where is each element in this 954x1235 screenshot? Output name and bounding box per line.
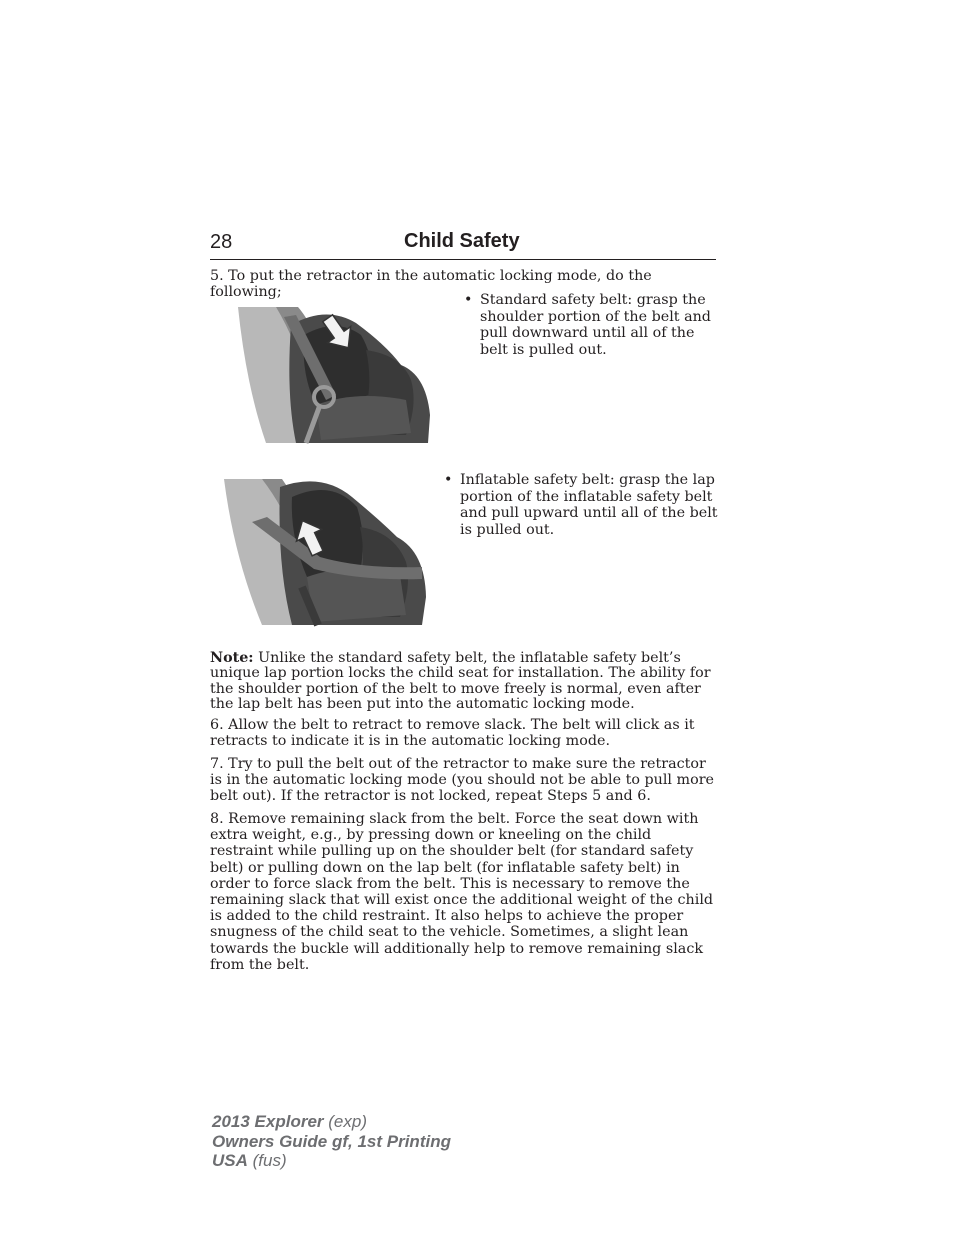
note-text: Unlike the standard safety belt, the inflatable safety belt’s unique lap portion locks the child seat for installation. The ability for the shoulder portion of the belt to move freely is normal, even after the lap belt has been put into the automatic locking mode. <box>210 650 711 712</box>
footer-line-guide <box>212 1132 451 1152</box>
footer-region: USA <box>212 1151 248 1170</box>
bullet-standard-belt <box>464 292 718 358</box>
bullet-dot: • <box>444 472 453 488</box>
step-7-text: 7. Try to pull the belt out of the retractor to make sure the retractor is in the automatic locking mode (you should not be able to pull more belt out). If the retractor is not locked, repeat Steps 5 and 6. <box>210 756 714 805</box>
footer-guide: Owners Guide gf, 1st Printing <box>212 1131 451 1151</box>
bullet-text: Standard safety belt: grasp the shoulder portion of the belt and pull downward until all of the belt is pulled out. <box>480 292 711 358</box>
step-8-text: 8. Remove remaining slack from the belt. Force the seat down with extra weight, e.g., by pressing down or kneeling on the child restraint while pulling up on the shoulder belt (for standard safety belt) or pulling down on the lap belt (for inflatable safety belt) in order to force slack from the belt. This is necessary to remove the remaining slack that will exist once the additional weight of the child is added to the child restraint. It also helps to achieve the proper snugness of the child seat to the vehicle. Sometimes, a slight lean towards the buckle will additionally help to remove remaining slack from the belt. <box>210 811 714 973</box>
child-seat-lap-belt-illustration <box>222 477 428 627</box>
footer-model: 2013 Explorer <box>212 1112 324 1131</box>
bullet-text: Inflatable safety belt: grasp the lap portion of the inflatable safety belt and pull upward until all of the belt is pulled out. <box>460 472 718 538</box>
child-seat-shoulder-belt-illustration <box>236 305 432 445</box>
footer-region-code: (fus) <box>252 1151 287 1170</box>
page-header <box>210 229 716 260</box>
step-5-text: 5. To put the retractor in the automatic locking mode, do the following; <box>210 268 652 301</box>
page-footer <box>212 1112 451 1171</box>
step-6-text: 6. Allow the belt to retract to remove slack. The belt will click as it retracts to indicate it is in the automatic locking mode. <box>210 717 695 750</box>
page-number: 28 <box>210 231 233 253</box>
note-paragraph <box>210 651 718 712</box>
footer-model-code: (exp) <box>328 1112 367 1131</box>
note-label: Note: <box>210 650 254 666</box>
bullet-dot: • <box>464 292 473 308</box>
footer-line-region <box>212 1151 451 1171</box>
footer-line-model <box>212 1112 451 1132</box>
bullet-inflatable-belt <box>444 472 718 538</box>
section-title: Child Safety <box>404 230 520 252</box>
